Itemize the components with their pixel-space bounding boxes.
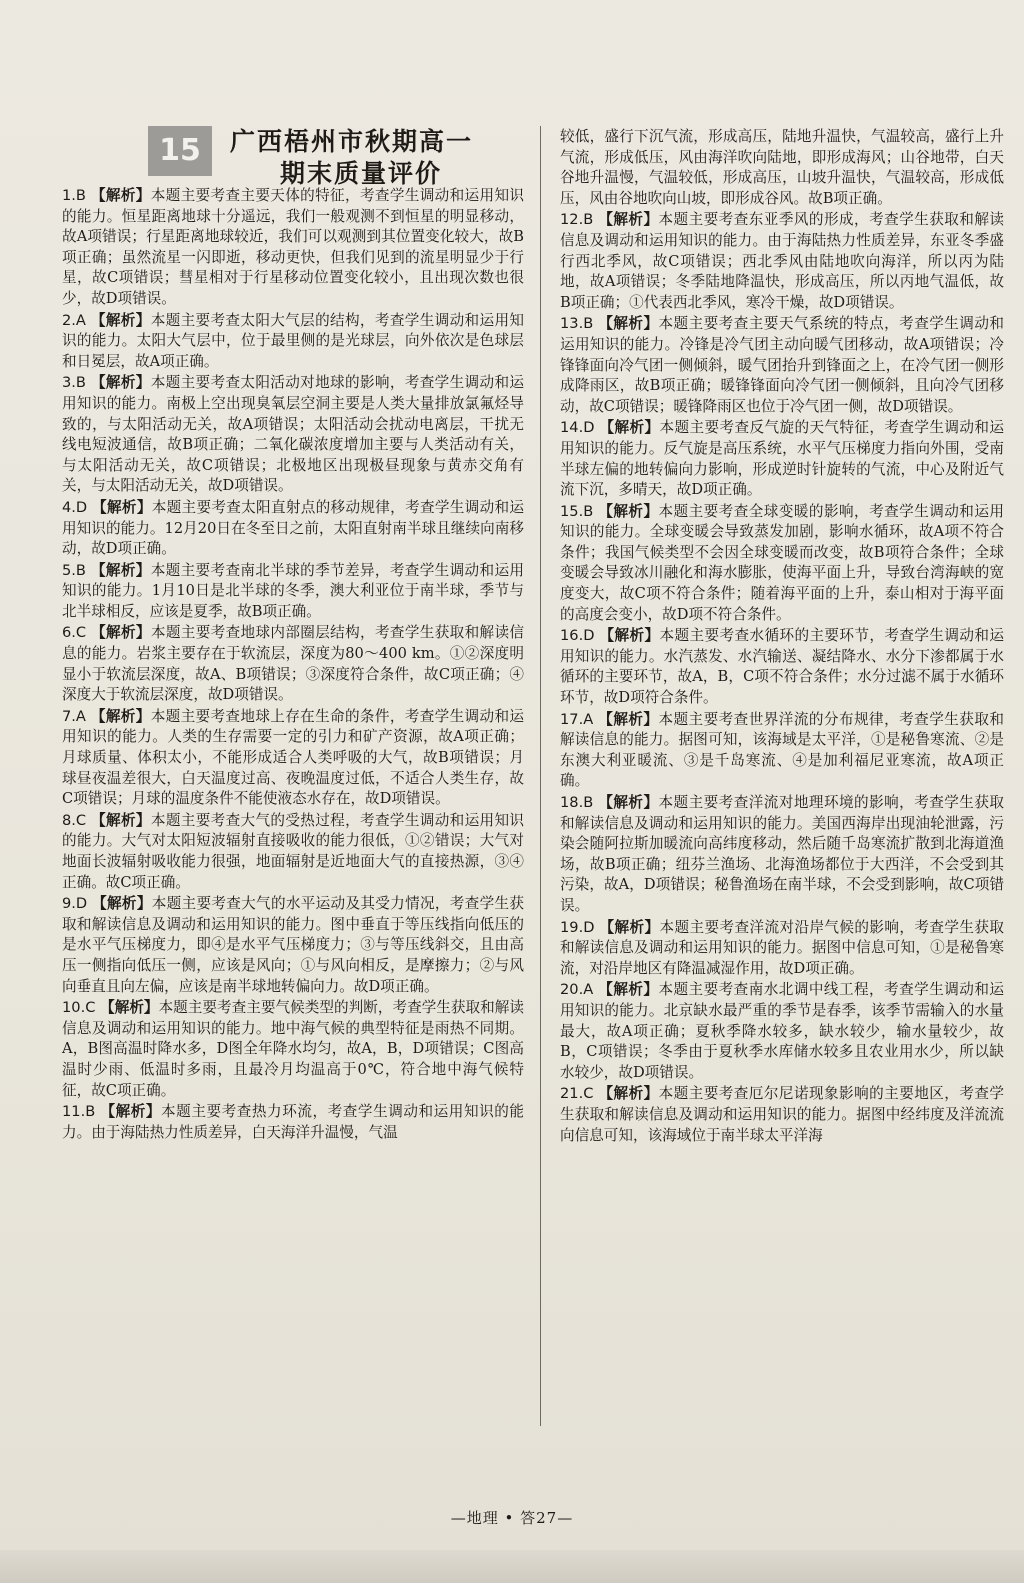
- answer-number: 2.A: [62, 311, 86, 329]
- answer-number: 15.B: [560, 502, 594, 520]
- answer-text: 本题主要考查反气旋的天气特征，考查学生调动和运用知识的能力。反气旋是高压系统，水平气压梯度力指向外围，受南半球左偏的地转偏向力影响，形成逆时针旋转的气流，中心及附近气流下沉，多晴天，故D项正确。: [560, 419, 1004, 499]
- answer-text: 本题主要考查太阳直射点的移动规律，考查学生调动和运用知识的能力。12月20日在冬至日之前，太阳直射南半球且继续向南移动，故D项正确。: [62, 498, 524, 558]
- answer-item: [560, 1084, 1004, 1146]
- answer-item: [62, 894, 524, 997]
- page-footer: —地理 • 答27—: [450, 1509, 574, 1527]
- answer-number: 3.B: [62, 374, 86, 392]
- answer-paragraph: [62, 311, 524, 373]
- answer-text: 本题主要考查南北半球的季节差异，考查学生调动和运用知识的能力。1月10日是北半球的冬季，澳大利亚位于南半球，季节与北半球相反，应该是夏季，故B项正确。: [62, 561, 524, 620]
- answer-paragraph: [560, 626, 1004, 708]
- analysis-tag: 【解析】: [90, 187, 151, 204]
- answer-text: 本题主要考查东亚季风的形成，考查学生获取和解读信息及调动和运用知识的能力。由于海陆热力性质差异，东亚冬季盛行西北季风，故C项错误；西北季风由陆地吹向海洋，所以丙为陆地，故A项错误；冬季陆地降温快，形成高压，所以丙地气温低，故B项正确；①代表西北季风，寒冷干燥，故D项错误。: [560, 211, 1004, 311]
- section-number-badge: 15: [148, 126, 212, 176]
- answer-number: 14.D: [560, 419, 595, 437]
- answer-number: 7.A: [62, 707, 86, 725]
- answer-paragraph: [560, 502, 1004, 626]
- analysis-tag: 【解析】: [598, 1085, 659, 1103]
- answer-paragraph: [560, 210, 1004, 313]
- analysis-tag: 【解析】: [598, 315, 659, 333]
- answer-text: 本题主要考查水循环的主要环节，考查学生调动和运用知识的能力。水汽蒸发、水汽输送、凝结降水、水分下渗都属于水循环的主要环节，故A，B，C项不符合条件；水分过滤不属于水循环环节，故D项符合条件。: [560, 627, 1004, 707]
- section-title-line1: 广西梧州市秋期高一: [230, 127, 474, 156]
- analysis-tag: 【解析】: [91, 624, 151, 642]
- answer-paragraph: [560, 127, 1004, 209]
- analysis-tag: 【解析】: [91, 811, 151, 829]
- answer-number: 20.A: [560, 981, 594, 999]
- answer-paragraph: [62, 498, 524, 560]
- answer-text: 本题主要考查洋流对沿岸气候的影响，考查学生获取和解读信息及调动和运用知识的能力。据图中信息可知，①是秘鲁寒流，对沿岸地区有降温减湿作用，故D项正确。: [560, 918, 1004, 977]
- answer-item: [560, 210, 1004, 313]
- answer-number: 16.D: [560, 627, 595, 645]
- answer-text: 较低，盛行下沉气流，形成高压，陆地升温快，气温较高，盛行上升气流，形成低压，风由海洋吹向陆地，即形成海风；山谷地带，白天谷地升温慢，气温较低，形成高压，山坡升温快，气温较高，形成低压，风由谷地吹向山坡，即形成谷风。故B项正确。: [560, 128, 1004, 207]
- answer-paragraph: [560, 314, 1004, 417]
- analysis-tag: 【解析】: [598, 211, 659, 229]
- answer-item: [62, 1102, 524, 1143]
- answer-text: 本题主要考查洋流对地理环境的影响，考查学生获取和解读信息及调动和运用知识的能力。美国西海岸出现油轮泄露，污染会随阿拉斯加暖流向高纬度移动，然后随千岛寒流扩散到北海道渔场，故B项正确；纽芬兰渔场、北海渔场都位于大西洋，不会受到其污染，故A，D项错误；秘鲁渔场在南半球，不会受到影响，故C项错误。: [560, 794, 1004, 914]
- answer-paragraph: [560, 418, 1004, 500]
- analysis-tag: 【解析】: [90, 561, 151, 579]
- left-column: [62, 186, 524, 1144]
- answer-number: 6.C: [62, 624, 87, 642]
- answer-item: [62, 373, 524, 497]
- answer-paragraph: [62, 894, 524, 997]
- analysis-tag: 【解析】: [599, 918, 660, 936]
- analysis-tag: 【解析】: [90, 374, 151, 392]
- answer-paragraph: [62, 811, 524, 893]
- answer-text: 本题主要考查大气的水平运动及其受力情况，考查学生获取和解读信息及调动和运用知识的能力。图中垂直于等压线指向低压的是水平气压梯度力，即④是水平气压梯度力；③与等压线斜交，且由高压一侧指向低压一侧，应该是风向；①与风向相反，是摩擦力；②与风向垂直且向左偏，应该是南半球地转偏向力。故D项正确。: [62, 895, 524, 995]
- analysis-tag: 【解析】: [92, 498, 152, 516]
- answer-item: [560, 710, 1004, 792]
- answer-number: 8.C: [62, 811, 87, 829]
- analysis-tag: 【解析】: [598, 981, 659, 999]
- answer-number: 12.B: [560, 211, 594, 229]
- answer-item: [62, 561, 524, 623]
- answer-item: [62, 311, 524, 373]
- answer-number: 17.A: [560, 710, 594, 728]
- answer-number: 18.B: [560, 794, 594, 811]
- answer-item: [560, 980, 1004, 1083]
- answer-paragraph: [560, 710, 1004, 792]
- answer-number: 1.B: [62, 187, 86, 204]
- answer-paragraph: [62, 186, 524, 310]
- answer-number: 4.D: [62, 498, 88, 516]
- answer-item: [560, 418, 1004, 500]
- answer-text: 本题主要考查大气的受热过程，考查学生调动和运用知识的能力。大气对太阳短波辐射直接吸收的能力很低，①②错误；大气对地面长波辐射吸收能力很强，地面辐射是近地面大气的直接热源，③④正确。故C项正确。: [62, 811, 524, 891]
- answer-item: [560, 626, 1004, 708]
- answer-paragraph: [62, 998, 524, 1101]
- answer-number: 5.B: [62, 561, 86, 579]
- answer-text: 本题主要考查主要天气系统的特点，考查学生调动和运用知识的能力。冷锋是冷气团主动向暖气团移动，故A项错误；冷锋锋面向冷气团一侧倾斜，暖气团抬升到锋面之上，在冷气团一侧形成降雨区，故B项正确；暖锋锋面向冷气团一侧倾斜，且向冷气团移动，故C项错误；暖锋降雨区也位于冷气团一侧，故D项错误。: [560, 315, 1004, 415]
- answer-paragraph: [62, 561, 524, 623]
- answer-paragraph: [62, 707, 524, 810]
- column-divider: [540, 126, 541, 1426]
- analysis-tag: 【解析】: [100, 1103, 162, 1121]
- answer-paragraph: [560, 793, 1004, 917]
- answer-item: [560, 793, 1004, 917]
- page-bottom-edge: [0, 1550, 1024, 1583]
- answer-item: [62, 623, 524, 705]
- analysis-tag: 【解析】: [92, 895, 152, 913]
- answer-item: [560, 314, 1004, 417]
- answer-paragraph: [62, 623, 524, 705]
- answer-text: 本题主要考查主要天体的特征，考查学生调动和运用知识的能力。恒星距离地球十分遥远，我们一般观测不到恒星的明显移动，故A项错误；行星距离地球较近，我们可以观测到其位置变化较大，故B项正确；虽然流星一闪即逝，移动更快，但我们见到的流星明显少于行星，故C项错误；彗星相对于行星移动位置变化较小，且出现次数也很少，故D项错误。: [62, 187, 524, 307]
- answer-item: [560, 127, 1004, 209]
- answer-paragraph: [62, 1102, 524, 1143]
- answer-number: 21.C: [560, 1085, 594, 1103]
- answer-paragraph: [62, 373, 524, 497]
- analysis-tag: 【解析】: [599, 419, 660, 437]
- answer-item: [62, 998, 524, 1101]
- answer-number: 13.B: [560, 315, 594, 333]
- analysis-tag: 【解析】: [598, 502, 659, 520]
- right-column: [560, 127, 1004, 1147]
- analysis-tag: 【解析】: [90, 311, 151, 329]
- answer-item: [62, 186, 524, 310]
- answer-item: [560, 918, 1004, 980]
- answer-item: [62, 498, 524, 560]
- answer-text: 本题主要考查世界洋流的分布规律，考查学生获取和解读信息的能力。据图可知，该海域是太平洋，①是秘鲁寒流、②是东澳大利亚暖流、③是千岛寒流、④是加利福尼亚寒流，故A项正确。: [560, 710, 1004, 790]
- answer-text: 本题主要考查热力环流，考查学生调动和运用知识的能力。由于海陆热力性质差异，白天海洋升温慢，气温: [62, 1103, 524, 1141]
- answer-text: 本题主要考查地球上存在生命的条件，考查学生调动和运用知识的能力。人类的生存需要一定的引力和矿产资源，故A项正确；月球质量、体积太小，不能形成适合人类呼吸的大气，故B项错误；月球昼夜温差很大，白天温度过高、夜晚温度过低，不适合人类生存，故C项错误；月球的温度条件不能使液态水存在，故D项错误。: [62, 707, 524, 808]
- analysis-tag: 【解析】: [599, 627, 660, 645]
- analysis-tag: 【解析】: [598, 710, 659, 728]
- section-header: [148, 122, 538, 188]
- answer-paragraph: [560, 918, 1004, 980]
- answer-number: 9.D: [62, 895, 88, 913]
- answer-number: 10.C: [62, 999, 96, 1017]
- answer-text: 本题主要考查南水北调中线工程，考查学生调动和运用知识的能力。北京缺水最严重的季节是春季，该季节需输入的水量最大，故A项正确；夏秋季降水较多，缺水较少，输水量较少，故B，C项错误；冬季由于夏秋季水库储水较多且农业用水少，所以缺水较少，故D项错误。: [560, 981, 1004, 1081]
- answer-item: [62, 707, 524, 810]
- answer-text: 本题主要考查主要气候类型的判断，考查学生获取和解读信息及调动和运用知识的能力。地中海气候的典型特征是雨热不同期。A，B图高温时降水多，D图全年降水均匀，故A，B，D项错误；C图高温时少雨、低温时多雨，且最冷月均温高于0℃，符合地中海气候特征，故C项正确。: [62, 999, 524, 1099]
- answer-text: 本题主要考查全球变暖的影响，考查学生调动和运用知识的能力。全球变暖会导致蒸发加剧，影响水循环，故A项不符合条件；我国气候类型不会因全球变暖而改变，故B项符合条件；全球变暖会导致冰川融化和海水膨胀，使海平面上升，导致台湾海峡的宽度变大，故C项不符合条件；随着海平面的上升，泰山相对于海平面的高度会变小，故D项不符合条件。: [560, 502, 1004, 623]
- answer-paragraph: [560, 980, 1004, 1083]
- answer-item: [560, 502, 1004, 626]
- answer-paragraph: [560, 1084, 1004, 1146]
- analysis-tag: 【解析】: [90, 707, 151, 725]
- analysis-tag: 【解析】: [100, 999, 159, 1017]
- answer-text: 本题主要考查太阳大气层的结构，考查学生调动和运用知识的能力。太阳大气层中，位于最里侧的是光球层，向外依次是色球层和日冕层，故A项正确。: [62, 311, 524, 370]
- answer-text: 本题主要考查太阳活动对地球的影响，考查学生调动和运用知识的能力。南极上空出现臭氧层空洞主要是人类大量排放氯氟烃导致的，与太阳活动无关，故A项错误；太阳活动会扰动电离层，干扰无线电短波通信，故B项正确；二氧化碳浓度增加主要与人类活动有关，与太阳活动无关，故C项错误；北极地区出现极昼现象与黄赤交角有关，与太阳活动无关，故D项错误。: [62, 374, 524, 495]
- answer-text: 本题主要考查厄尔尼诺现象影响的主要地区，考查学生获取和解读信息及调动和运用知识的能力。据图中经纬度及洋流流向信息可知，该海域位于南半球太平洋海: [560, 1085, 1004, 1144]
- answer-text: 本题主要考查地球内部圈层结构，考查学生获取和解读信息的能力。岩浆主要存在于软流层，深度为80～400 km。①②深度明显小于软流层深度，故A、B项错误；③深度符合条件，故C项正确；④深度大于软流层深度，故D项错误。: [62, 624, 524, 704]
- answer-item: [62, 811, 524, 893]
- answer-number: 11.B: [62, 1103, 96, 1121]
- section-title-line2: 期末质量评价: [280, 159, 443, 188]
- answer-number: 19.D: [560, 918, 595, 936]
- analysis-tag: 【解析】: [598, 794, 659, 811]
